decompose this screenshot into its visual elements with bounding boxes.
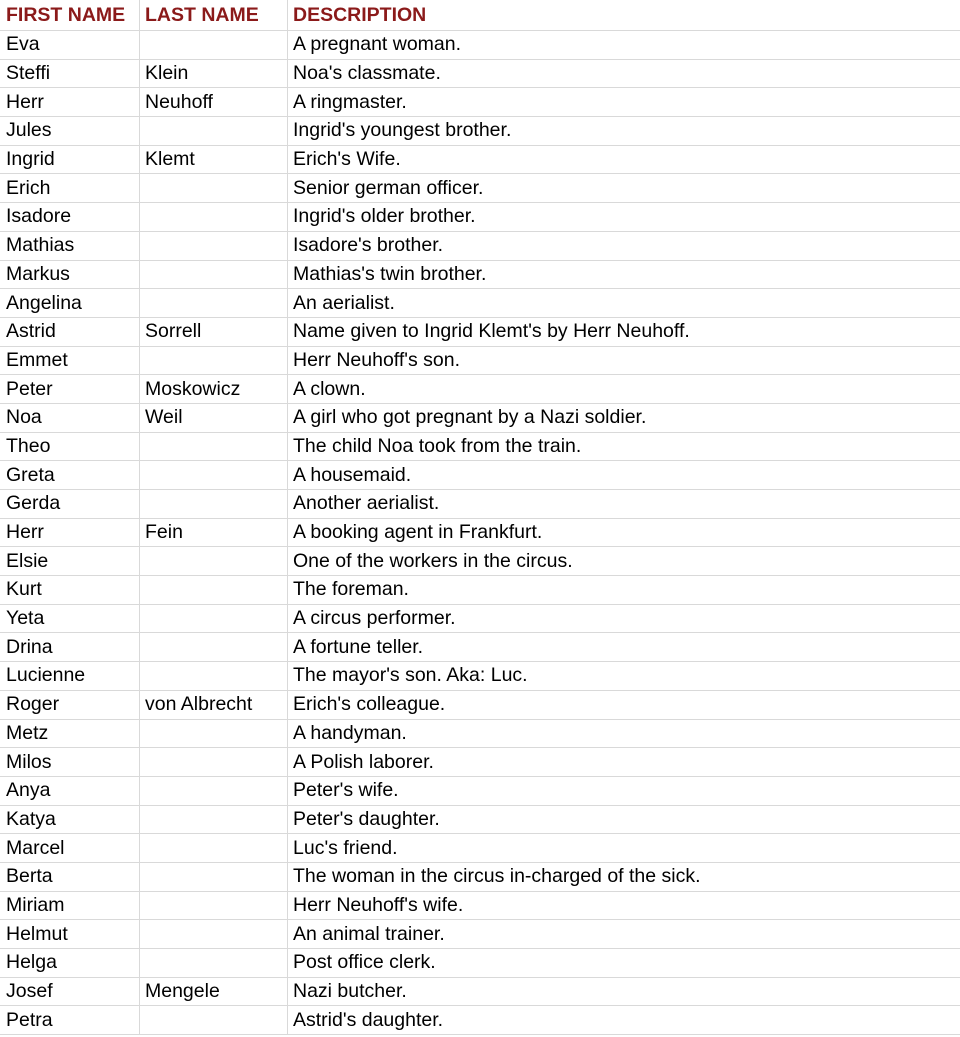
cell-last-name[interactable]: Moskowicz	[140, 375, 288, 404]
table-row	[1, 59, 960, 88]
cell-first-name[interactable]: Drina	[1, 633, 140, 662]
table-row	[1, 633, 960, 662]
cell-description[interactable]: The child Noa took from the train.	[288, 432, 960, 461]
table-row	[1, 203, 960, 232]
table-row	[1, 862, 960, 891]
cell-first-name[interactable]: Peter	[1, 375, 140, 404]
cell-last-name[interactable]	[140, 949, 288, 978]
cell-last-name[interactable]	[140, 547, 288, 576]
header-row	[1, 1, 960, 31]
table-row	[1, 719, 960, 748]
cell-description[interactable]: Senior german officer.	[288, 174, 960, 203]
cell-first-name[interactable]: Herr	[1, 518, 140, 547]
cell-description[interactable]: A handyman.	[288, 719, 960, 748]
table-row	[1, 289, 960, 318]
cell-last-name[interactable]	[140, 891, 288, 920]
column-header-last-name[interactable]: LAST NAME	[140, 1, 288, 31]
table-row	[1, 805, 960, 834]
cell-first-name[interactable]: Helmut	[1, 920, 140, 949]
cell-description[interactable]: An animal trainer.	[288, 920, 960, 949]
cell-description[interactable]: Erich's colleague.	[288, 690, 960, 719]
table-row	[1, 31, 960, 60]
table-row	[1, 346, 960, 375]
cell-first-name[interactable]: Ingrid	[1, 145, 140, 174]
cell-last-name[interactable]: Weil	[140, 403, 288, 432]
cell-last-name[interactable]	[140, 31, 288, 60]
cell-description[interactable]: Astrid's daughter.	[288, 1006, 960, 1035]
cell-last-name[interactable]	[140, 203, 288, 232]
cell-description[interactable]: Another aerialist.	[288, 490, 960, 519]
cell-last-name[interactable]	[140, 633, 288, 662]
cell-last-name[interactable]	[140, 862, 288, 891]
cell-description[interactable]: A girl who got pregnant by a Nazi soldier.	[288, 403, 960, 432]
table-row	[1, 518, 960, 547]
cell-first-name[interactable]: Katya	[1, 805, 140, 834]
cell-first-name[interactable]: Berta	[1, 862, 140, 891]
cell-description[interactable]: The mayor's son. Aka: Luc.	[288, 662, 960, 691]
cell-description[interactable]: One of the workers in the circus.	[288, 547, 960, 576]
cell-description[interactable]: Ingrid's older brother.	[288, 203, 960, 232]
cell-description[interactable]: The foreman.	[288, 576, 960, 605]
cell-description[interactable]: Peter's wife.	[288, 776, 960, 805]
cell-first-name[interactable]: Erich	[1, 174, 140, 203]
column-header-first-name[interactable]: FIRST NAME	[1, 1, 140, 31]
cell-first-name[interactable]: Metz	[1, 719, 140, 748]
cell-description[interactable]: A Polish laborer.	[288, 748, 960, 777]
cell-first-name[interactable]: Lucienne	[1, 662, 140, 691]
table-row	[1, 375, 960, 404]
cell-description[interactable]: A ringmaster.	[288, 88, 960, 117]
cell-last-name[interactable]: Klemt	[140, 145, 288, 174]
table-row	[1, 231, 960, 260]
cell-first-name[interactable]: Markus	[1, 260, 140, 289]
cell-first-name[interactable]: Anya	[1, 776, 140, 805]
cell-last-name[interactable]	[140, 231, 288, 260]
cell-first-name[interactable]: Herr	[1, 88, 140, 117]
table-row	[1, 604, 960, 633]
cell-last-name[interactable]	[140, 834, 288, 863]
cell-first-name[interactable]: Josef	[1, 977, 140, 1006]
cell-last-name[interactable]: Mengele	[140, 977, 288, 1006]
cell-first-name[interactable]: Greta	[1, 461, 140, 490]
cell-description[interactable]: Erich's Wife.	[288, 145, 960, 174]
cell-description[interactable]: A clown.	[288, 375, 960, 404]
cell-first-name[interactable]: Mathias	[1, 231, 140, 260]
cell-first-name[interactable]: Angelina	[1, 289, 140, 318]
cell-description[interactable]: Luc's friend.	[288, 834, 960, 863]
cell-first-name[interactable]: Noa	[1, 403, 140, 432]
table-row	[1, 260, 960, 289]
cell-last-name[interactable]	[140, 920, 288, 949]
cell-last-name[interactable]	[140, 260, 288, 289]
cell-last-name[interactable]	[140, 576, 288, 605]
cell-last-name[interactable]	[140, 1006, 288, 1035]
cell-last-name[interactable]	[140, 662, 288, 691]
cell-description[interactable]: A booking agent in Frankfurt.	[288, 518, 960, 547]
cell-last-name[interactable]: Neuhoff	[140, 88, 288, 117]
cell-description[interactable]: Nazi butcher.	[288, 977, 960, 1006]
table-row	[1, 117, 960, 146]
cell-description[interactable]: Post office clerk.	[288, 949, 960, 978]
table-row	[1, 662, 960, 691]
cell-first-name[interactable]: Isadore	[1, 203, 140, 232]
table-row	[1, 174, 960, 203]
cell-last-name[interactable]	[140, 748, 288, 777]
table-body	[1, 31, 960, 1035]
table-row	[1, 145, 960, 174]
table-row	[1, 690, 960, 719]
cell-last-name[interactable]: Sorrell	[140, 317, 288, 346]
cell-first-name[interactable]: Kurt	[1, 576, 140, 605]
cell-last-name[interactable]: Fein	[140, 518, 288, 547]
cell-description[interactable]: Name given to Ingrid Klemt's by Herr Neuhoff.	[288, 317, 960, 346]
cell-description[interactable]: The woman in the circus in-charged of the sick.	[288, 862, 960, 891]
cell-last-name[interactable]	[140, 805, 288, 834]
cell-last-name[interactable]	[140, 174, 288, 203]
cell-first-name[interactable]: Eva	[1, 31, 140, 60]
cell-first-name[interactable]: Theo	[1, 432, 140, 461]
cell-last-name[interactable]	[140, 461, 288, 490]
cell-first-name[interactable]: Gerda	[1, 490, 140, 519]
cell-first-name[interactable]: Helga	[1, 949, 140, 978]
cell-description[interactable]: Noa's classmate.	[288, 59, 960, 88]
table-row	[1, 748, 960, 777]
cell-description[interactable]: An aerialist.	[288, 289, 960, 318]
cell-description[interactable]: Peter's daughter.	[288, 805, 960, 834]
cell-first-name[interactable]: Steffi	[1, 59, 140, 88]
table-row	[1, 920, 960, 949]
cell-description[interactable]: Isadore's brother.	[288, 231, 960, 260]
table-row	[1, 547, 960, 576]
table-row	[1, 490, 960, 519]
cell-last-name[interactable]: Klein	[140, 59, 288, 88]
cell-last-name[interactable]	[140, 289, 288, 318]
table-row	[1, 834, 960, 863]
table-row	[1, 317, 960, 346]
cell-description[interactable]: Herr Neuhoff's son.	[288, 346, 960, 375]
column-header-description[interactable]: DESCRIPTION	[288, 1, 960, 31]
table-row	[1, 88, 960, 117]
cell-description[interactable]: A pregnant woman.	[288, 31, 960, 60]
cell-first-name[interactable]: Milos	[1, 748, 140, 777]
cell-first-name[interactable]: Roger	[1, 690, 140, 719]
cell-first-name[interactable]: Astrid	[1, 317, 140, 346]
table-row	[1, 949, 960, 978]
cell-last-name[interactable]	[140, 346, 288, 375]
table-row	[1, 1006, 960, 1035]
cell-first-name[interactable]: Emmet	[1, 346, 140, 375]
table-row	[1, 576, 960, 605]
table-row	[1, 891, 960, 920]
cell-description[interactable]: Herr Neuhoff's wife.	[288, 891, 960, 920]
cell-description[interactable]: Ingrid's youngest brother.	[288, 117, 960, 146]
cell-last-name[interactable]	[140, 490, 288, 519]
cell-last-name[interactable]	[140, 117, 288, 146]
cell-description[interactable]: A housemaid.	[288, 461, 960, 490]
table-row	[1, 432, 960, 461]
cell-last-name[interactable]	[140, 776, 288, 805]
cell-last-name[interactable]	[140, 432, 288, 461]
cell-last-name[interactable]	[140, 719, 288, 748]
cell-first-name[interactable]: Jules	[1, 117, 140, 146]
table-row	[1, 977, 960, 1006]
cell-description[interactable]: A circus performer.	[288, 604, 960, 633]
cell-first-name[interactable]: Petra	[1, 1006, 140, 1035]
cell-description[interactable]: Mathias's twin brother.	[288, 260, 960, 289]
table-row	[1, 461, 960, 490]
cell-last-name[interactable]	[140, 604, 288, 633]
cell-first-name[interactable]: Yeta	[1, 604, 140, 633]
cell-first-name[interactable]: Elsie	[1, 547, 140, 576]
cell-first-name[interactable]: Marcel	[1, 834, 140, 863]
table-row	[1, 776, 960, 805]
cell-last-name[interactable]: von Albrecht	[140, 690, 288, 719]
cell-first-name[interactable]: Miriam	[1, 891, 140, 920]
table-row	[1, 403, 960, 432]
cell-description[interactable]: A fortune teller.	[288, 633, 960, 662]
